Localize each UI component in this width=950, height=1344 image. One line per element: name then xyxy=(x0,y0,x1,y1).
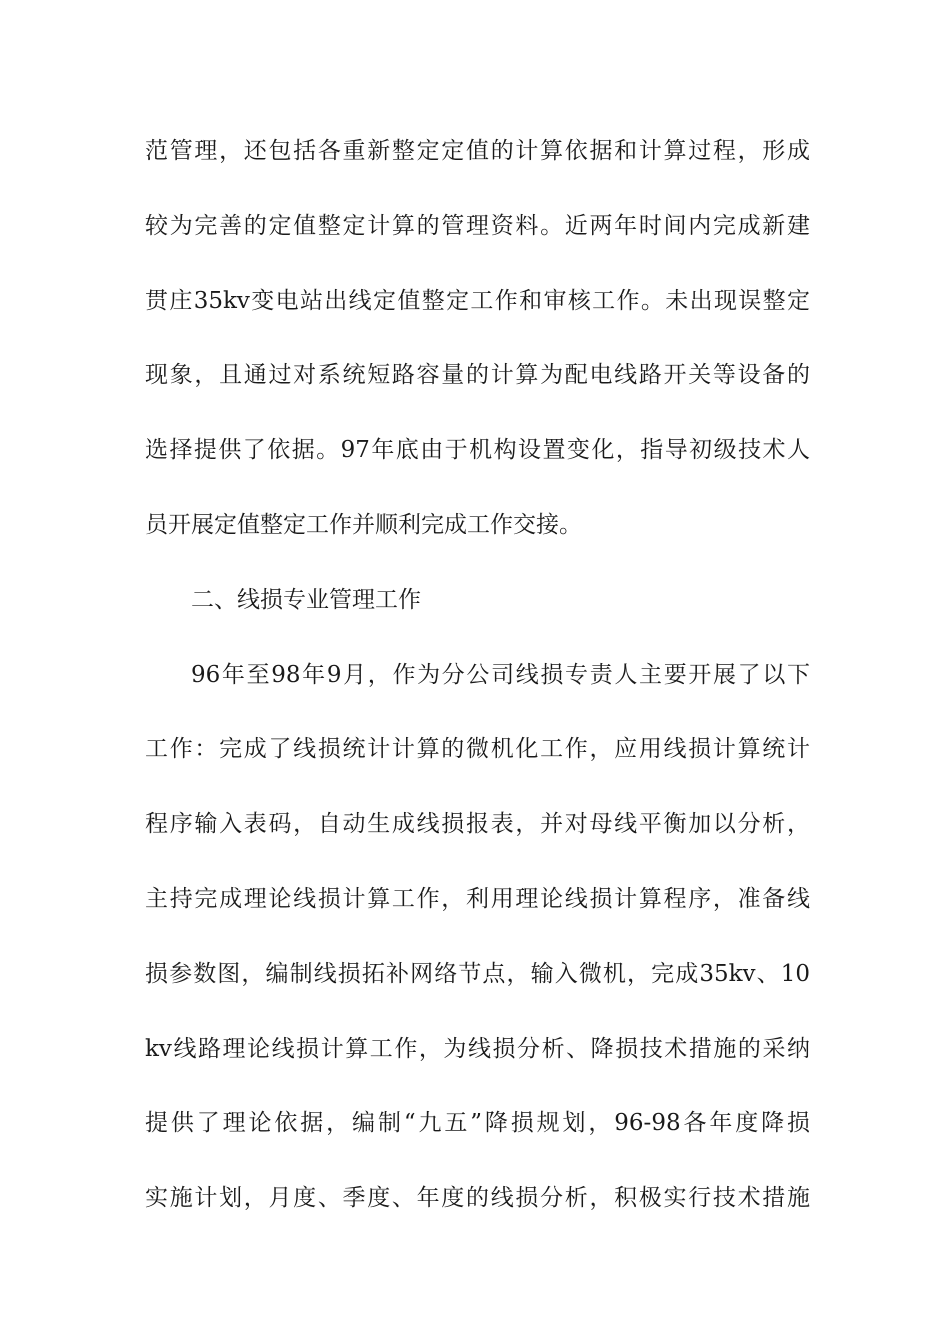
paragraph-line: 贯庄35kv变电站出线定值整定工作和审核工作。未出现误整定 xyxy=(145,287,810,314)
paragraph-line: 工作：完成了线损统计计算的微机化工作，应用线损计算统计 xyxy=(145,736,810,763)
paragraph-line: 员开展定值整定工作并顺利完成工作交接。 xyxy=(145,511,582,538)
section-heading: 二、线损专业管理工作 xyxy=(191,586,421,613)
paragraph-line: 实施计划，月度、季度、年度的线损分析，积极实行技术措施 xyxy=(145,1185,810,1212)
document-body xyxy=(145,133,810,1255)
paragraph-line: 现象，且通过对系统短路容量的计算为配电线路开关等设备的 xyxy=(145,362,810,389)
paragraph-line: 主持完成理论线损计算工作，利用理论线损计算程序，准备线 xyxy=(145,885,810,912)
paragraph-line: kv线路理论线损计算工作，为线损分析、降损技术措施的采纳 xyxy=(145,1035,810,1062)
paragraph-line: 范管理，还包括各重新整定定值的计算依据和计算过程，形成 xyxy=(145,138,810,164)
paragraph-line: 损参数图，编制线损拓补网络节点，输入微机，完成35kv、10 xyxy=(145,960,810,987)
paragraph-line: 96年至98年9月，作为分公司线损专责人主要开展了以下 xyxy=(191,661,810,688)
paragraph-line: 程序输入表码，自动生成线损报表，并对母线平衡加以分析， xyxy=(145,811,810,838)
paragraph-line: 提供了理论依据，编制“九五”降损规划，96-98各年度降损 xyxy=(145,1110,810,1137)
paragraph-line: 较为完善的定值整定计算的管理资料。近两年时间内完成新建 xyxy=(145,212,810,239)
paragraph-line: 选择提供了依据。97年底由于机构设置变化，指导初级技术人 xyxy=(145,437,810,464)
